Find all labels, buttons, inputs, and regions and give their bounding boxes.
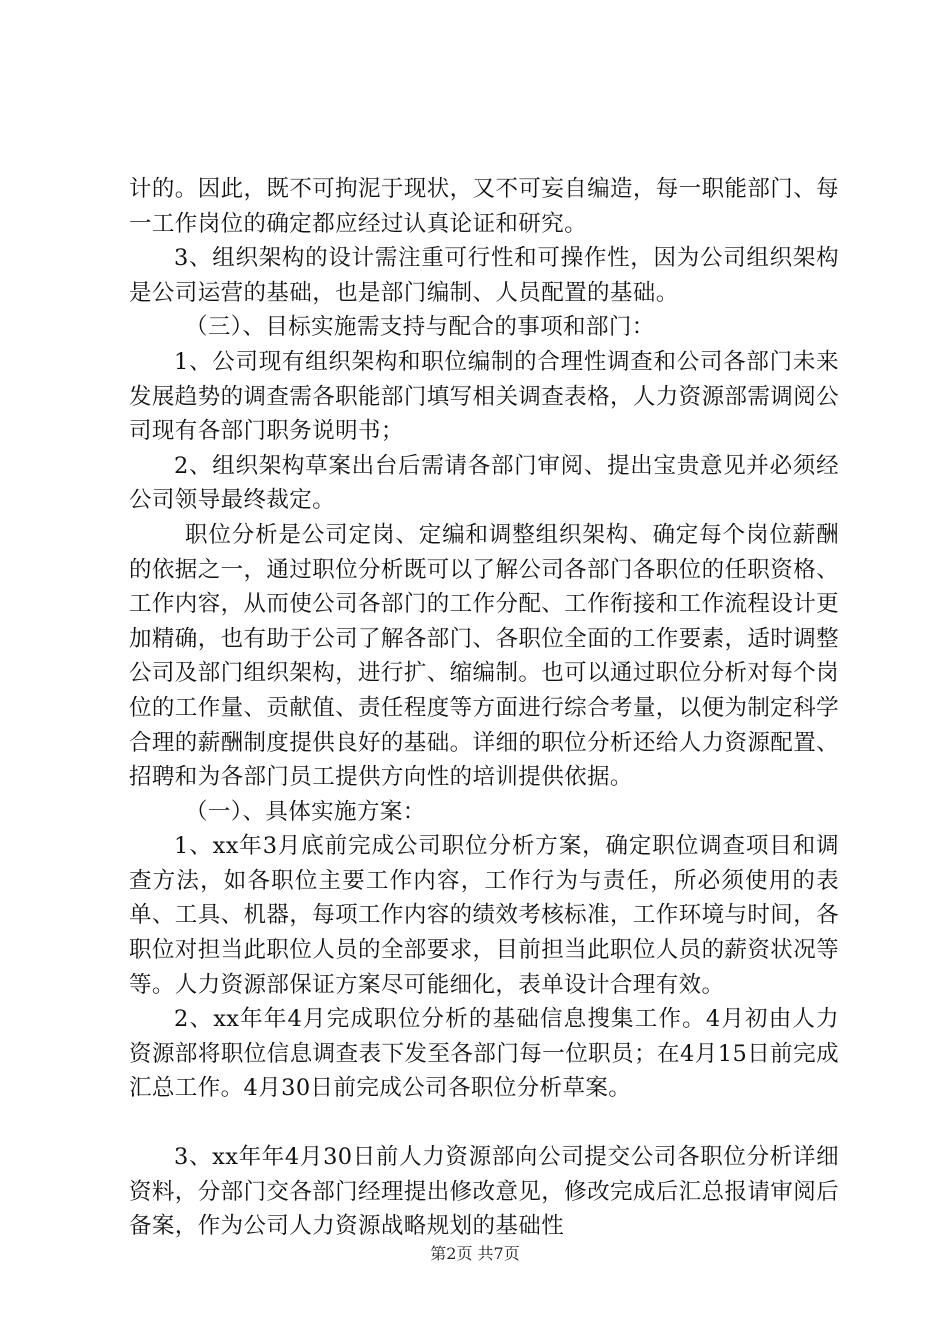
page-footer: 第2页 共7页 [430,1244,520,1263]
section-heading-3: （三）、目标实施需支持与配合的事项和部门： [185,314,655,341]
paragraph-support-item-2: 2、组织架构草案出台后需请各部门审阅、提出宝贵意见并必须经公司领导最终裁定。 [129,452,839,514]
paragraph-plan-item-1: 1、xx年3月底前完成公司职位分析方案，确定职位调查项目和调查方法，如各职位主要工作内容，工作行为与责任，所必须使用的表单、工具、机器，每项工作内容的绩效考核标准，工作环境与时间，各职位对担当此职位人员的全部要求，目前担当此职位人员的薪资状况等等。人力资源部保证方案尽可能细化，表单设计合理有效。 [129,833,839,998]
section-heading-1: （一）、具体实施方案： [185,798,426,825]
paragraph-spacer [129,1106,839,1140]
paragraph-job-analysis-intro: 职位分析是公司定岗、定编和调整组织架构、确定每个岗位薪酬的依据之一，通过职位分析既可以了解公司各部门各职位的任职资格、工作内容，从而使公司各部门的工作分配、工作衔接和工作流程设计更加精确，也有助于公司了解各部门、各职位全面的工作要素，适时调整公司及部门组织架构，进行扩、缩编制。也可以通过职位分析对每个岗位的工作量、贡献值、责任程度等方面进行综合考量，以便为制定科学合理的薪酬制度提供良好的基础。详细的职位分析还给人力资源配置、招聘和为各部门员工提供方向性的培训提供依据。 [129,521,839,791]
paragraph-continuation: 计的。因此，既不可拘泥于现状，又不可妄自编造，每一职能部门、每一工作岗位的确定都应经过认真论证和研究。 [129,176,839,237]
paragraph-support-item-1: 1、公司现有组织架构和职位编制的合理性调查和公司各部门未来发展趋势的调查需各职能部门填写相关调查表格，人力资源部需调阅公司现有各部门职务说明书； [129,348,839,445]
paragraph-plan-item-2: 2、xx年年4月完成职位分析的基础信息搜集工作。4月初由人力资源部将职位信息调查表下发至各部门每一位职员；在4月15日前完成汇总工作。4月30日前完成公司各职位分析草案。 [129,1006,839,1102]
paragraph-plan-item-3: 3、xx年年4月30日前人力资源部向公司提交公司各职位分析详细资料，分部门交各部门经理提出修改意见，修改完成后汇总报请审阅后备案，作为公司人力资源战略规划的基础性 [129,1144,839,1240]
paragraph-item-3: 3、组织架构的设计需注重可行性和可操作性，因为公司组织架构是公司运营的基础，也是部门编制、人员配置的基础。 [129,245,839,306]
document-body [129,172,839,1244]
